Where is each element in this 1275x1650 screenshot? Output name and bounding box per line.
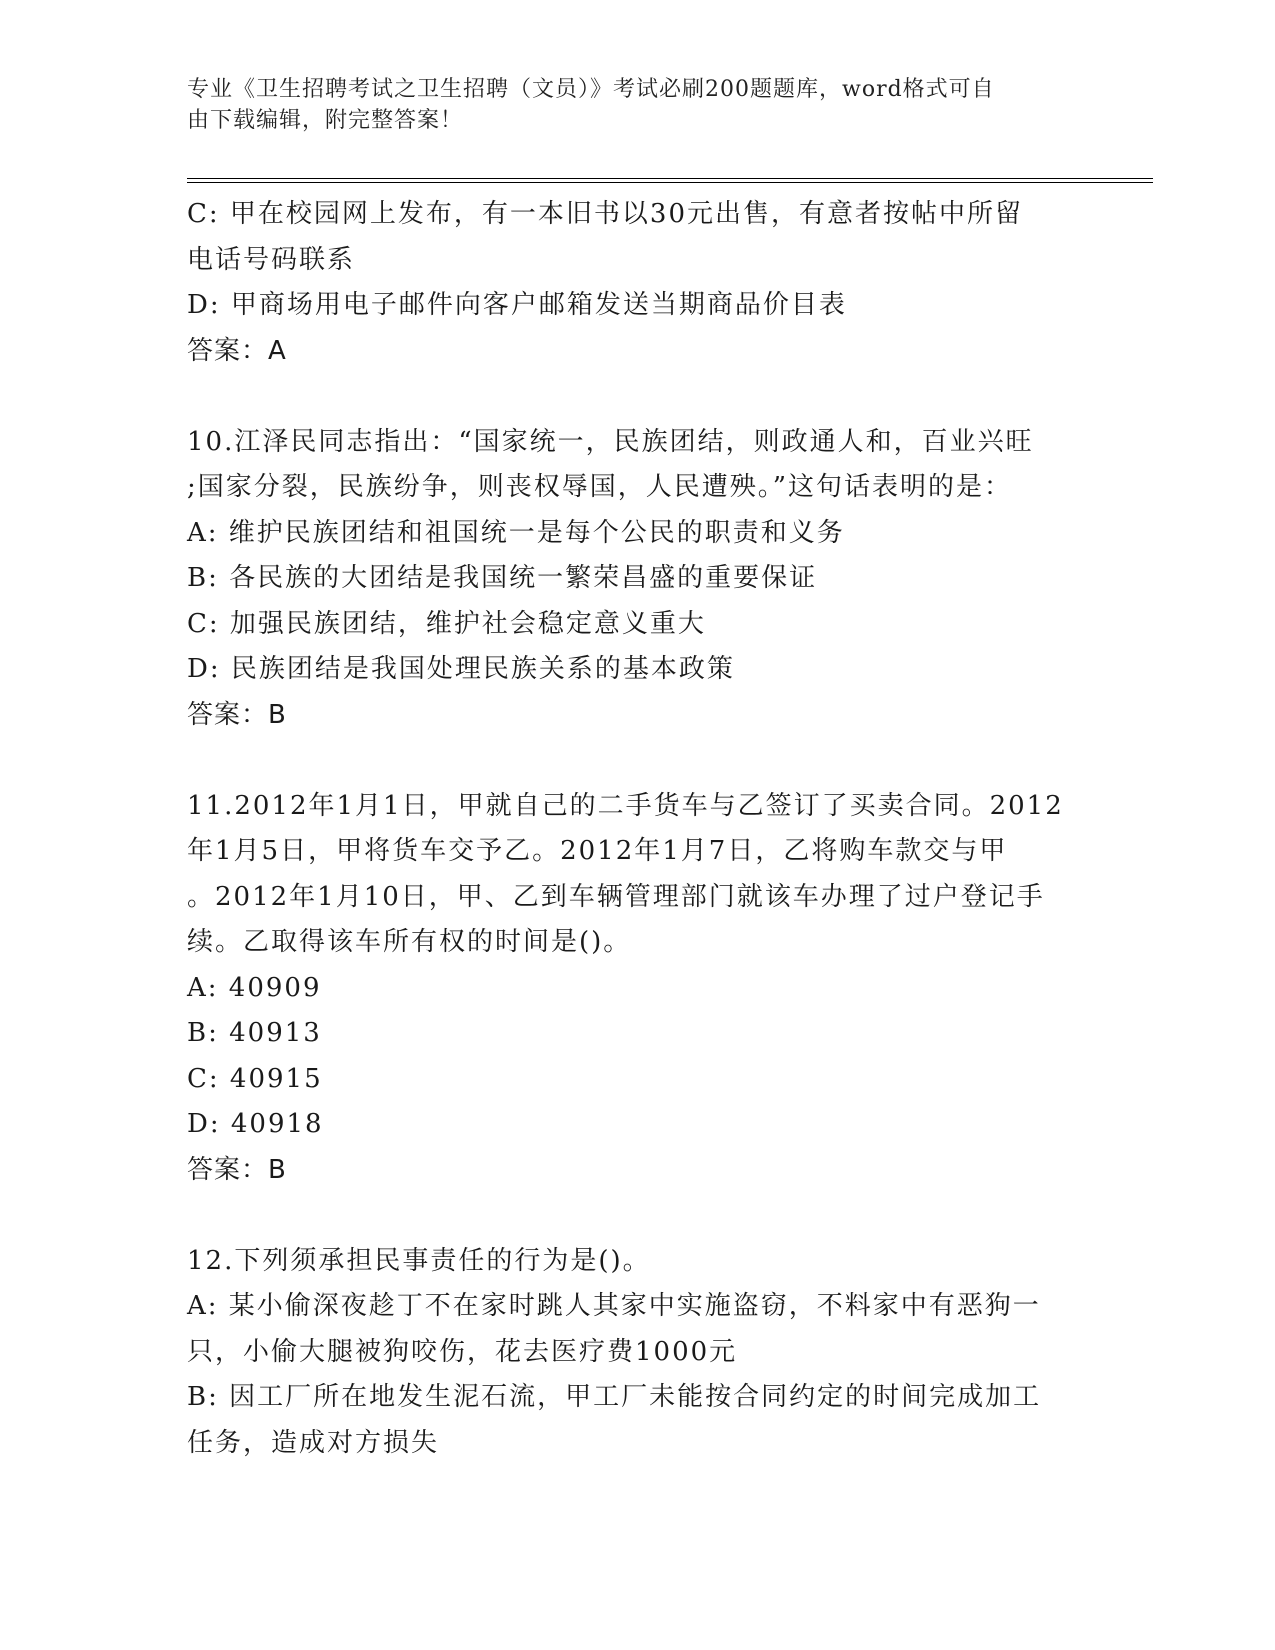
q11-stem-line-2: 年1月5日，甲将货车交予乙。2012年1月7日，乙将购车款交与甲: [187, 836, 1008, 866]
q11-stem-line-3: 。2012年1月10日，甲、乙到车辆管理部门就该车办理了过户登记手: [187, 881, 1045, 912]
question-11: [187, 784, 1087, 1194]
q10-option-c: C: 加强民族团结，维护社会稳定意义重大: [187, 608, 706, 639]
q12-option-a-line-2: 只，小偷大腿被狗咬伤，花去医疗费1000元: [187, 1336, 738, 1367]
q11-option-d: D: 40918: [187, 1109, 324, 1139]
q10-stem-line-1: 10.江泽民同志指出：“国家统一，民族团结，则政通人和，百业兴旺: [187, 426, 1034, 457]
q9-option-d: D: 甲商场用电子邮件向客户邮箱发送当期商品价目表: [187, 290, 847, 320]
q9-answer: 答案：A: [187, 335, 287, 366]
q10-option-a: A: 维护民族团结和祖国统一是每个公民的职责和义务: [187, 517, 845, 548]
question-12: [187, 1239, 1087, 1467]
q9-option-c-line-2: 电话号码联系: [187, 244, 356, 275]
spacer: [187, 1193, 1087, 1239]
header-title-line-2: 由下载编辑，附完整答案！: [187, 108, 464, 133]
spacer: [187, 374, 1087, 420]
q9-option-c-line-1: C: 甲在校园网上发布，有一本旧书以30元出售，有意者按帖中所留: [187, 199, 1024, 229]
header-divider: [187, 178, 1153, 183]
q10-stem-line-2: ;国家分裂，民族纷争，则丧权辱国，人民遭殃。”这句话表明的是：: [187, 472, 1013, 502]
q12-option-b-line-2: 任务，造成对方损失: [187, 1427, 440, 1458]
q12-option-b-line-1: B: 因工厂所在地发生泥石流，甲工厂未能按合同约定的时间完成加工: [187, 1382, 1042, 1412]
q12-stem: 12.下列须承担民事责任的行为是()。: [187, 1245, 651, 1276]
q10-answer: 答案：B: [187, 699, 287, 730]
spacer: [187, 738, 1087, 784]
q10-option-b: B: 各民族的大团结是我国统一繁荣昌盛的重要保证: [187, 563, 818, 593]
document-header: [187, 74, 1067, 136]
question-list: [187, 192, 1087, 1466]
q11-answer: 答案：B: [187, 1154, 287, 1185]
header-title-line-1: 专业《卫生招聘考试之卫生招聘（文员）》考试必刷200题题库，word格式可自: [187, 77, 995, 102]
question-9: [187, 192, 1087, 374]
q11-option-a: A: 40909: [187, 972, 322, 1003]
q11-option-b: B: 40913: [187, 1018, 322, 1048]
q10-option-d: D: 民族团结是我国处理民族关系的基本政策: [187, 654, 735, 684]
q11-stem-line-4: 续。乙取得该车所有权的时间是()。: [187, 927, 632, 957]
q11-option-c: C: 40915: [187, 1063, 323, 1094]
question-10: [187, 420, 1087, 739]
q12-option-a-line-1: A: 某小偷深夜趁丁不在家时跳人其家中实施盗窃，不料家中有恶狗一: [187, 1291, 1041, 1321]
q11-stem-line-1: 11.2012年1月1日，甲就自己的二手货车与乙签订了买卖合同。2012: [187, 790, 1064, 821]
